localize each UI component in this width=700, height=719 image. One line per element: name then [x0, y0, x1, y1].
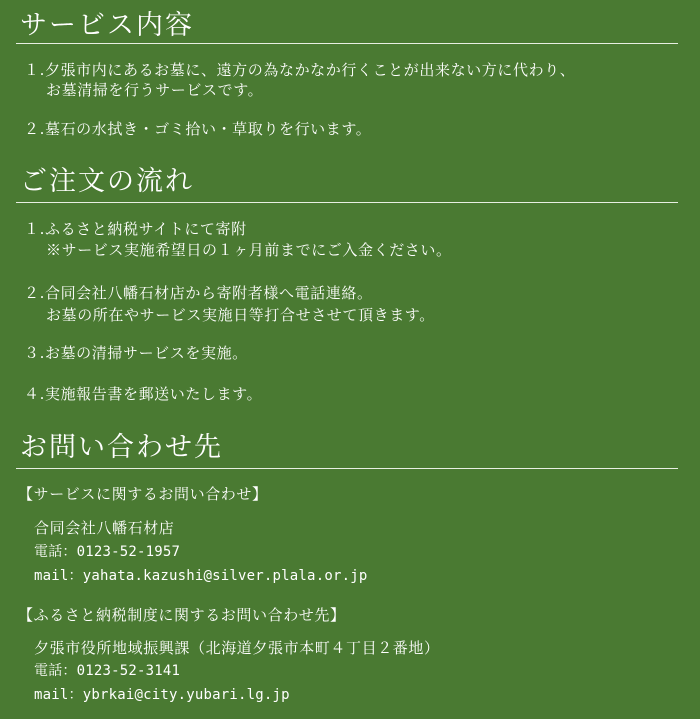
contact-group-1-heading: 【サービスに関するお問い合わせ】 — [18, 485, 268, 503]
service-section-title: サービス内容 — [20, 10, 194, 41]
order-step-2-line-1: ２.合同会社八幡石材店から寄附者様へ電話連絡。 — [24, 284, 373, 302]
contact-group-1-name: 合同会社八幡石材店 — [34, 519, 175, 537]
service-item-2-line-1: ２.墓石の水拭き・ゴミ拾い・草取りを行います。 — [24, 120, 372, 138]
contact-group-2-heading: 【ふるさと納税制度に関するお問い合わせ先】 — [18, 606, 346, 624]
order-step-1-line-2: ※サービス実施希望日の１ヶ月前までにご入金ください。 — [46, 241, 452, 259]
service-section-divider — [16, 43, 678, 44]
contact-group-2-email: mail：ybrkai@city.yubari.lg.jp — [34, 687, 290, 703]
order-step-4-line-1: ４.実施報告書を郵送いたします。 — [24, 385, 263, 403]
contact-group-1-email: mail：yahata.kazushi@silver.plala.or.jp — [34, 568, 368, 584]
contact-group-1-phone: 電話：0123-52-1957 — [34, 544, 181, 560]
order-step-2-line-2: お墓の所在やサービス実施日等打合せさせて頂きます。 — [46, 306, 435, 324]
contact-group-2-name: 夕張市役所地域振興課（北海道夕張市本町４丁目２番地） — [34, 639, 440, 657]
order-step-1-line-1: １.ふるさと納税サイトにて寄附 — [24, 220, 247, 238]
contact-section-title: お問い合わせ先 — [20, 432, 223, 463]
contact-group-2-phone: 電話：0123-52-3141 — [34, 663, 181, 679]
service-item-1-line-2: お墓清掃を行うサービスです。 — [46, 81, 264, 99]
order-step-3-line-1: ３.お墓の清掃サービスを実施。 — [24, 344, 248, 362]
contact-section-divider — [16, 468, 678, 469]
order-section-title: ご注文の流れ — [20, 166, 194, 197]
service-item-1-line-1: １.夕張市内にあるお墓に、遠方の為なかなか行くことが出来ない方に代わり、 — [24, 61, 576, 79]
order-section-divider — [16, 202, 678, 203]
